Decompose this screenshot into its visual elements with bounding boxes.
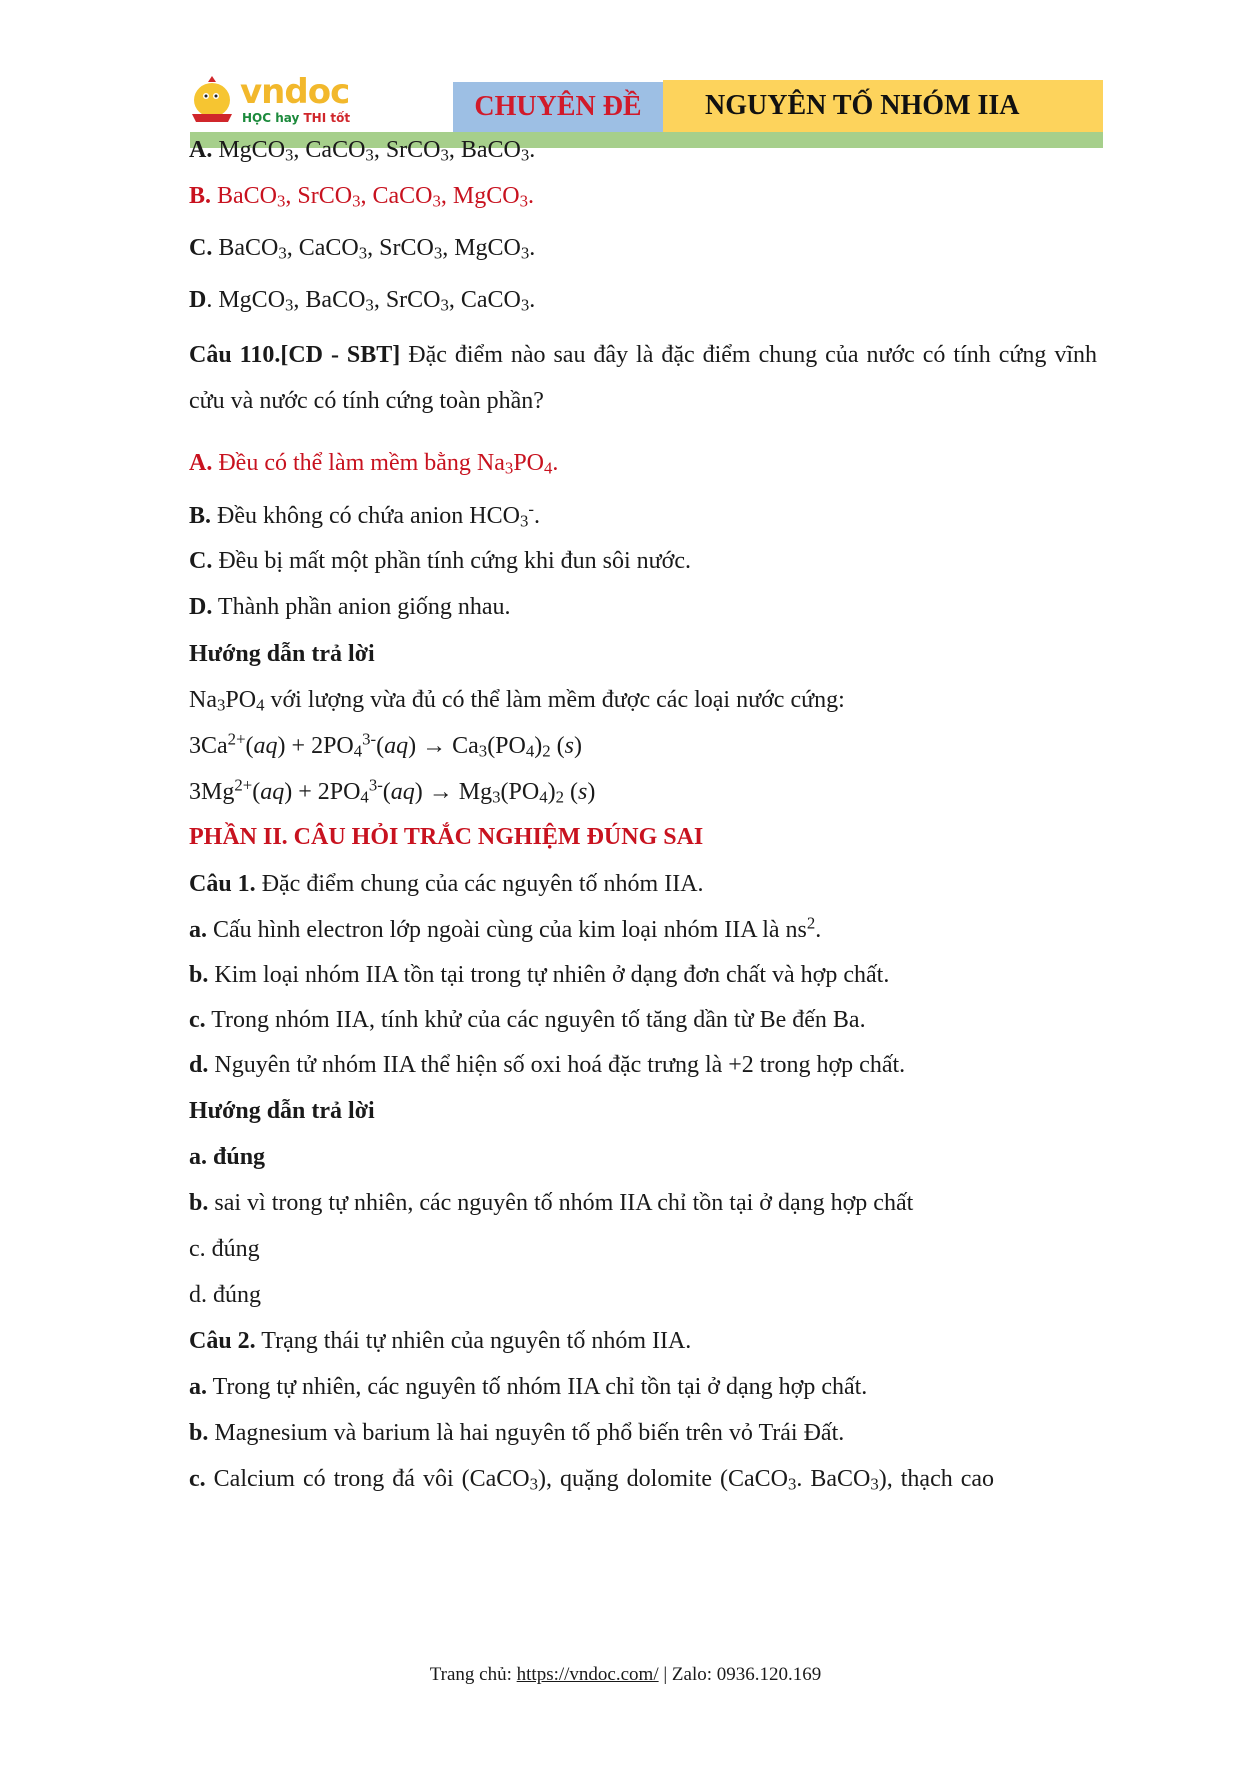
topic-label-box [453,82,663,132]
guide-title: Hướng dẫn trả lời [189,641,375,667]
q1-answer-a: a. đúng [189,1144,266,1170]
question-110 [189,332,1097,424]
question-label: Câu 110.[CD - SBT] [189,342,401,368]
equation-1: $3Ca^{2+}(aq) + 2PO_4^{3-}(aq) \to Ca_3(PO_4)_2$ (s) [189,729,582,761]
option-a-correct: A. Đều có thể làm mềm bằng $Na_3PO_4$. [189,450,559,478]
logo-wordmark: vndoc [240,72,350,112]
mascot-icon [188,76,236,126]
question-1: Câu 1. Đặc điểm chung của các nguyên tố nhóm IIA. [189,871,704,897]
q1-item-a: a. Cấu hình electron lớp ngoài cùng của kim loại nhóm IIA là $ns^2$. [189,913,822,943]
option-c-prev: C. BaCO$_3$, CaCO$_3$, SrCO$_3$, MgCO$_3$. [189,235,536,263]
option-b-prev-correct: B. BaCO$_3$, SrCO$_3$, CaCO$_3$, MgCO$_3$. [189,183,534,211]
q1-answer-b: b. sai vì trong tự nhiên, các nguyên tố nhóm IIA chỉ tồn tại ở dạng hợp chất [189,1190,914,1216]
q1-guide-title: Hướng dẫn trả lời [189,1098,375,1124]
topic-title-box [663,80,1103,132]
equation-2: $3Mg^{2+}(aq) + 2PO_4^{3-}(aq) \to Mg_3(PO_4)_2$ (s) [189,775,596,807]
question-2: Câu 2. Trạng thái tự nhiên của nguyên tố nhóm IIA. [189,1328,692,1354]
q2-item-c: c. Calcium có trong đá vôi (CaCO$_3$), quặng dolomite (CaCO$_3$. BaCO$_3$), thạch cao [189,1466,995,1494]
logo-tagline: HỌC hay THI tốt [242,111,351,125]
option-d: D. Thành phần anion giống nhau. [189,594,511,620]
option-d-prev: D. MgCO$_3$, BaCO$_3$, SrCO$_3$, CaCO$_3$. [189,287,536,315]
homepage-link[interactable]: https://vndoc.com/ [516,1664,659,1685]
page-footer: Trang chủ: https://vndoc.com/ | Zalo: 0936.120.169 [429,1664,822,1685]
q1-item-d: d. Nguyên tử nhóm IIA thể hiện số oxi hoá đặc trưng là +2 trong hợp chất. [189,1052,906,1078]
q2-item-b: b. Magnesium và barium là hai nguyên tố phổ biến trên vỏ Trái Đất. [189,1420,845,1446]
q1-answer-d: d. đúng [189,1282,261,1308]
option-b: B. Đều không có chứa anion $HCO_3^-$. [189,499,540,531]
question-text: Đặc điểm nào sau đây là đặc điểm chung của nước có tính cứng vĩnh cửu và nước có tính cứng toàn phần? [189,342,1098,414]
page-header [0,0,1251,160]
topic-label: CHUYÊN ĐỀ [474,91,642,122]
q1-item-c: c. Trong nhóm IIA, tính khử của các nguyên tố tăng dần từ Be đến Ba. [189,1007,866,1033]
q1-item-b: b. Kim loại nhóm IIA tồn tại trong tự nhiên ở dạng đơn chất và hợp chất. [189,962,890,988]
section-heading: PHẦN II. CÂU HỎI TRẮC NGHIỆM ĐÚNG SAI [189,824,704,850]
q1-answer-c: c. đúng [189,1236,260,1262]
guide-text: $Na_3PO_4$ với lượng vừa đủ có thể làm mềm được các loại nước cứng: [189,687,845,715]
option-c: C. Đều bị mất một phần tính cứng khi đun sôi nước. [189,548,691,574]
vndoc-logo[interactable] [188,74,448,130]
q2-item-a: a. Trong tự nhiên, các nguyên tố nhóm IIA chỉ tồn tại ở dạng hợp chất. [189,1374,868,1400]
topic-title: NGUYÊN TỐ NHÓM IIA [705,90,1020,121]
option-a-prev: A. MgCO$_3$, CaCO$_3$, SrCO$_3$, BaCO$_3$. [189,137,536,165]
